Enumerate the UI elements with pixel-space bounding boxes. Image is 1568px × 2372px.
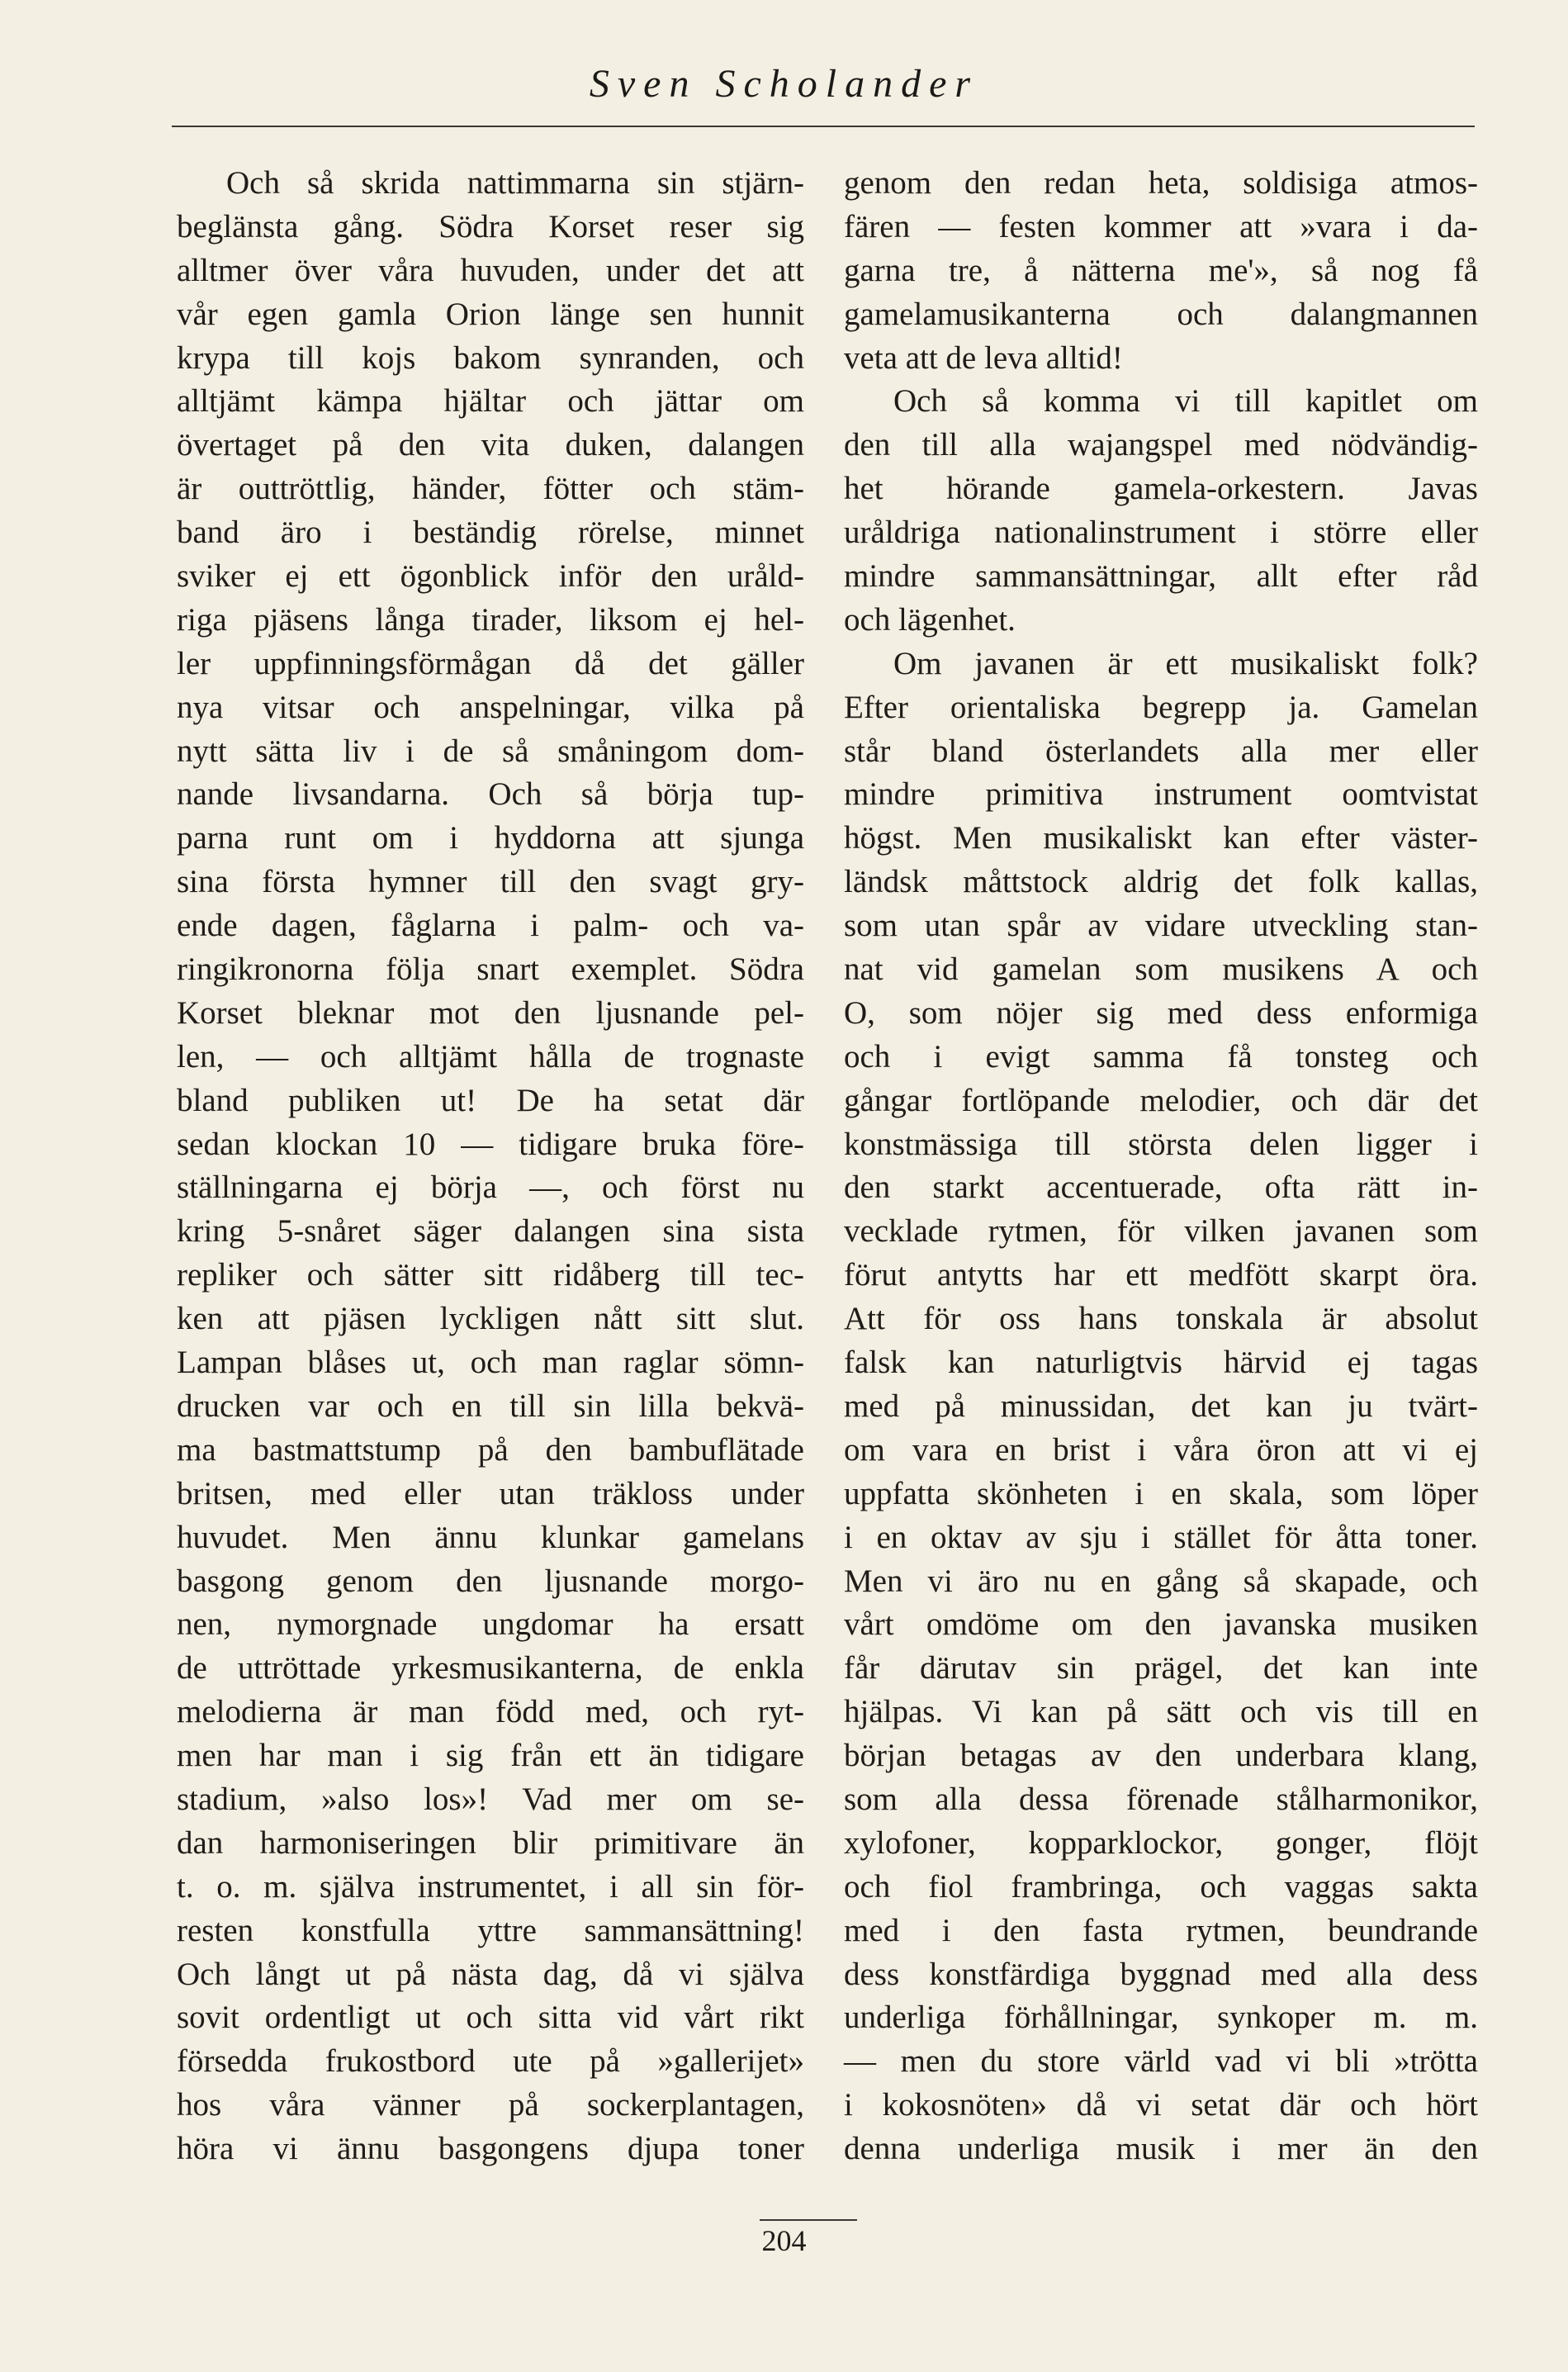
text-line: bland publiken ut! De ha setat där	[177, 1082, 804, 1118]
text-line: veta att de leva alltid!	[844, 339, 1123, 376]
text-line: len, — och alltjämt hålla de trognaste	[177, 1038, 804, 1075]
text-line: sviker ej ett ögonblick inför den uråld-	[177, 558, 804, 595]
text-line: parna runt om i hyddorna att sjunga	[177, 820, 804, 856]
text-line: ställningarna ej börja —, och först nu	[177, 1169, 804, 1206]
text-line: Och så komma vi till kapitlet om	[893, 383, 1478, 420]
text-line: alltmer över våra huvuden, under det att	[177, 252, 804, 288]
text-line: ende dagen, fåglarna i palm- och va-	[177, 908, 804, 944]
text-line: konstmässiga till största delen ligger i	[844, 1126, 1478, 1162]
text-line: de uttröttade yrkesmusikanterna, de enkla	[177, 1650, 804, 1686]
text-line: och lägenhet.	[844, 601, 1016, 638]
text-line: Och så skrida nattimmarna sin stjärn-	[226, 165, 804, 201]
text-line: het hörande gamela-orkestern. Javas	[844, 471, 1478, 507]
text-line: står bland österlandets alla mer eller	[844, 733, 1478, 769]
text-line: stadium, »also los»! Vad mer om se-	[177, 1781, 804, 1817]
text-line: den starkt accentuerade, ofta rätt in-	[844, 1169, 1478, 1206]
text-line: är outtröttlig, händer, fötter och stäm-	[177, 471, 804, 507]
page-number: 204	[761, 2224, 807, 2257]
text-line: nande livsandarna. Och så börja tup-	[177, 776, 804, 813]
text-line: vecklade rytmen, för vilken javanen som	[844, 1213, 1478, 1250]
text-line: britsen, med eller utan träkloss under	[177, 1475, 804, 1511]
text-line: hos våra vänner på sockerplantagen,	[177, 2087, 804, 2123]
running-head: Sven Scholander	[589, 62, 979, 106]
text-line: riga pjäsens långa tirader, liksom ej hel-	[177, 601, 804, 638]
text-line: den till alla wajangspel med nödvändig-	[844, 427, 1478, 463]
text-line: ken att pjäsen lyckligen nått sitt slut.	[177, 1301, 804, 1337]
text-line: genom den redan heta, soldisiga atmos-	[844, 165, 1478, 201]
text-line: Och långt ut på nästa dag, då vi själva	[177, 1956, 804, 1992]
text-line: i en oktav av sju i stället för åtta toner.	[844, 1519, 1478, 1555]
text-line: högst. Men musikaliskt kan efter väster-	[844, 820, 1478, 856]
text-line: om vara en brist i våra öron att vi ej	[844, 1431, 1478, 1468]
left-column	[177, 162, 804, 2171]
text-line: fären — festen kommer att »vara i da-	[844, 208, 1478, 244]
text-line: nya vitsar och anspelningar, vilka på	[177, 689, 804, 725]
text-line: nat vid gamelan som musikens A och	[844, 951, 1478, 988]
text-line: sovit ordentligt ut och sitta vid vårt rikt	[177, 2000, 804, 2036]
text-line: gamelamusikanterna och dalangmannen	[844, 296, 1478, 332]
text-line: i kokosnöten» då vi setat där och hört	[844, 2087, 1478, 2123]
text-line: vår egen gamla Orion länge sen hunnit	[177, 296, 804, 332]
text-line: Korset bleknar mot den ljusnande pel-	[177, 994, 804, 1031]
text-line: som alla dessa förenade stålharmonikor,	[844, 1781, 1478, 1817]
text-line: kring 5-snåret säger dalangen sina sista	[177, 1213, 804, 1250]
text-line: och fiol frambringa, och vaggas sakta	[844, 1868, 1478, 1905]
text-line: höra vi ännu basgongens djupa toner	[177, 2131, 804, 2167]
text-line: Om javanen är ett musikaliskt folk?	[893, 645, 1478, 681]
text-line: repliker och sätter sitt ridåberg till tec-	[177, 1257, 804, 1293]
text-line: resten konstfulla yttre sammansättning!	[177, 1912, 804, 1948]
text-line: O, som nöjer sig med dess enformiga	[844, 994, 1478, 1031]
text-line: uppfatta skönheten i en skala, som löper	[844, 1475, 1478, 1511]
text-line: sina första hymner till den svagt gry-	[177, 864, 804, 900]
text-line: ringikronorna följa snart exemplet. Södra	[177, 951, 804, 988]
text-line: början betagas av den underbara klang,	[844, 1738, 1478, 1774]
text-line: beglänsta gång. Södra Korset reser sig	[177, 208, 804, 244]
text-line: får därutav sin prägel, det kan inte	[844, 1650, 1478, 1686]
header-rule	[172, 126, 1475, 127]
text-line: t. o. m. själva instrumentet, i all sin för-	[177, 1868, 804, 1905]
text-line: men har man i sig från ett än tidigare	[177, 1738, 804, 1774]
text-line: sedan klockan 10 — tidigare bruka före-	[177, 1126, 804, 1162]
text-line: ländsk måttstock aldrig det folk kallas,	[844, 864, 1478, 900]
text-line: krypa till kojs bakom synranden, och	[177, 339, 804, 376]
text-line: drucken var och en till sin lilla bekvä-	[177, 1388, 804, 1424]
text-line: — men du store värld vad vi bli »trötta	[844, 2043, 1478, 2080]
text-line: nytt sätta liv i de så småningom dom-	[177, 733, 804, 769]
text-line: förut antytts har ett medfött skarpt öra.	[844, 1257, 1478, 1293]
text-line: hjälpas. Vi kan på sätt och vis till en	[844, 1694, 1478, 1730]
text-line: gångar fortlöpande melodier, och där det	[844, 1082, 1478, 1118]
text-line: huvudet. Men ännu klunkar gamelans	[177, 1519, 804, 1555]
text-line: Efter orientaliska begrepp ja. Gamelan	[844, 689, 1478, 725]
text-line: uråldriga nationalinstrument i större eller	[844, 515, 1478, 551]
text-line: dess konstfärdiga byggnad med alla dess	[844, 1956, 1478, 1992]
text-line: och i evigt samma få tonsteg och	[844, 1038, 1478, 1075]
text-line: xylofoner, kopparklockor, gonger, flöjt	[844, 1824, 1478, 1861]
text-line: vårt omdöme om den javanska musiken	[844, 1606, 1478, 1643]
text-line: Att för oss hans tonskala är absolut	[844, 1301, 1478, 1337]
text-line: band äro i beständig rörelse, minnet	[177, 515, 804, 551]
text-line: nen, nymorgnade ungdomar ha ersatt	[177, 1606, 804, 1643]
text-line: melodierna är man född med, och ryt-	[177, 1694, 804, 1730]
text-line: underliga förhållningar, synkoper m. m.	[844, 2000, 1478, 2036]
text-line: övertaget på den vita duken, dalangen	[177, 427, 804, 463]
right-column	[844, 162, 1478, 2171]
text-line: garna tre, å nätterna me'», så nog få	[844, 252, 1478, 288]
text-line: alltjämt kämpa hjältar och jättar om	[177, 383, 804, 420]
text-line: försedda frukostbord ute på »gallerijet»	[177, 2043, 804, 2080]
text-line: falsk kan naturligtvis härvid ej tagas	[844, 1345, 1478, 1381]
text-line: Lampan blåses ut, och man raglar sömn-	[177, 1345, 804, 1381]
text-line: ler uppfinningsförmågan då det gäller	[177, 645, 804, 681]
text-line: denna underliga musik i mer än den	[844, 2131, 1478, 2167]
text-line: med i den fasta rytmen, beundrande	[844, 1912, 1478, 1948]
text-line: dan harmoniseringen blir primitivare än	[177, 1824, 804, 1861]
text-line: Men vi äro nu en gång så skapade, och	[844, 1563, 1478, 1599]
text-line: som utan spår av vidare utveckling stan-	[844, 908, 1478, 944]
text-line: mindre primitiva instrument oomtvistat	[844, 776, 1478, 813]
text-line: ma bastmattstump på den bambuflätade	[177, 1431, 804, 1468]
text-line: mindre sammansättningar, allt efter råd	[844, 558, 1478, 595]
text-line: med på minussidan, det kan ju tvärt-	[844, 1388, 1478, 1424]
folio-rule	[760, 2219, 857, 2221]
text-line: basgong genom den ljusnande morgo-	[177, 1563, 804, 1599]
